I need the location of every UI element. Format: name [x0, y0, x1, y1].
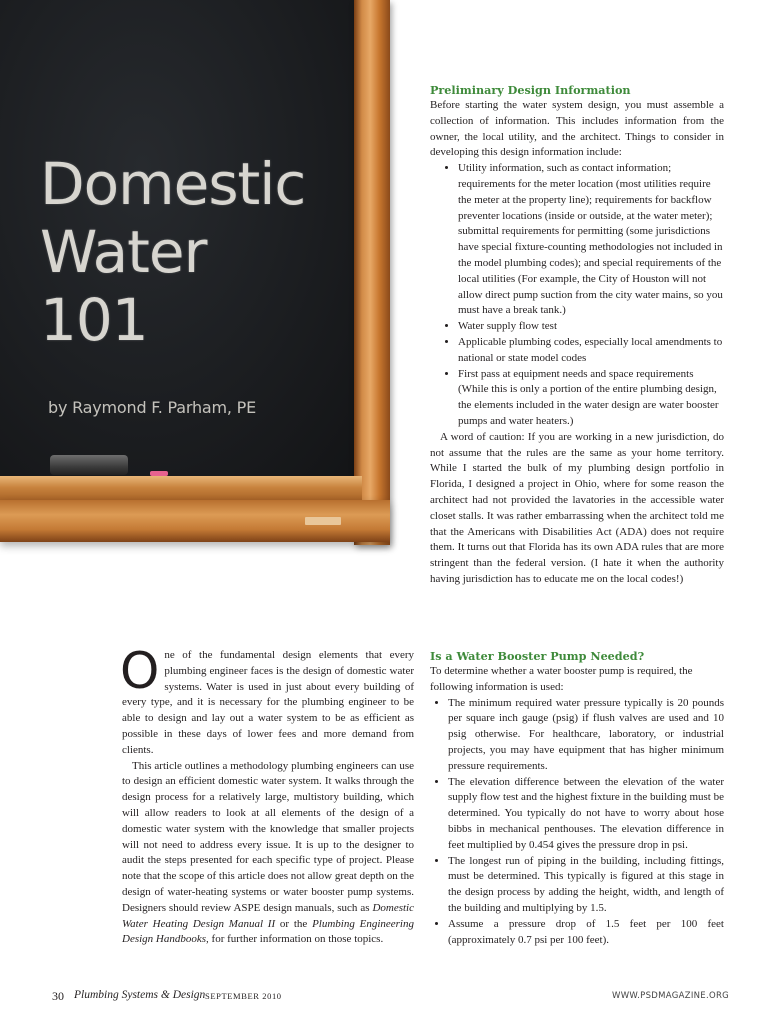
magazine-url[interactable]: WWW.PSDMAGAZINE.ORG: [612, 991, 730, 1001]
title-line-3: 101: [40, 286, 148, 354]
list-item: • The elevation difference between the elevation of the water supply flow test and the highest fixture in the building must be determined. You typically do not have to worry about hose bibbs in mechanical penthouses. The elevation difference in feet multiplied by 0.454 gives the pressure drop in psi.: [448, 775, 724, 854]
intro-p2-text: for further information on those topics.: [208, 933, 384, 946]
publication-name: Plumbing Systems & Design: [74, 989, 206, 1001]
intro-p1-text: ne of the fundamental design elements that every plumbing engineer faces is the design of domestic water systems. Water is used in just about every building of every type, and it is necessary for the plumbing engineer to be able to design and lay out a water system to be as efficient as possible in these days of lower fees and more demand from clients.: [122, 649, 414, 756]
manual-title: Domestic Water Heating Design Manual II: [122, 901, 414, 930]
list-item: • The minimum required water pressure typically is 20 pounds per square inch gauge (psig) if flush valves are used and 10 psig otherwise. For healthcare, laboratory, or industrial projects, you may have equipment that has higher minimum pressure requirements.: [448, 696, 724, 775]
drop-cap: O: [120, 642, 160, 700]
preliminary-heading: Preliminary Design Information: [430, 83, 631, 97]
intro-paragraph-1: [120, 642, 414, 759]
article-title: [40, 150, 305, 354]
booster-list: [430, 696, 724, 949]
chalk-piece: [150, 471, 168, 476]
booster-pump-section: [430, 648, 724, 948]
intro-paragraph-2: [122, 759, 414, 949]
title-line-1: Domestic: [40, 150, 306, 218]
list-item: • First pass at equipment needs and space requirements (While this is only a portion of the entire plumbing design, the elements included in the water design are water booster pumps and water heaters.): [458, 367, 724, 430]
intro-section: [120, 642, 414, 948]
list-item: • The longest run of piping in the building, including fittings, must be determined. This typically is figured at this stage in the design process by adding the height, width, and length of the building and multiplying by 1.5.: [448, 854, 724, 917]
chalkboard-illustration: [0, 0, 392, 548]
booster-heading: Is a Water Booster Pump Needed?: [430, 649, 645, 663]
chalk-ledge: [0, 476, 362, 502]
issue-date: SEPTEMBER 2010: [205, 991, 282, 1001]
list-item: • Water supply flow test: [458, 319, 724, 335]
frame-badge: [305, 517, 341, 525]
preliminary-design-section: [430, 82, 724, 588]
list-item: • Applicable plumbing codes, especially local amendments to national or state model codes: [458, 335, 724, 367]
byline: by Raymond F. Parham, PE: [48, 398, 257, 417]
list-item: • Utility information, such as contact information; requirements for the meter location (most utilities require the meter at the property line); requirements for backflow preventer locations (inside or outside, at the water meter); submittal requirements for permitting (some jurisdictions have special fixture-counting methodologies not included in the model plumbing codes); and special requirements of the local utilities (For example, the City of Houston will not allow direct pump suction from the city water mains, so you must have a break tank.): [458, 161, 724, 319]
eraser: [50, 455, 128, 475]
page-number: 30: [52, 989, 64, 1003]
preliminary-intro: Before starting the water system design, you must assemble a collection of information. This includes information from the owner, the local utility, and the architect. Things to consider in developing this design information include:: [430, 99, 724, 159]
intro-p2-text: This article outlines a methodology plumbing engineers can use to design an efficient domestic water system. It walks through the design process for a relatively large, multistory building, which will allow readers to look at all elements of the design of a domestic water system with the knowledge that smaller projects will not need to address every issue. It is up to the designer to audit the steps presented for each specific type of project. Please note that the scope of this article does not allow great depth on the design of water-heating systems or water booster pump systems. Designers should review ASPE design manuals, such as: [122, 759, 414, 914]
preliminary-list: [430, 161, 724, 430]
booster-intro: To determine whether a water booster pump is required, the following information is used:: [430, 665, 693, 693]
chalkboard-frame-right: [354, 0, 390, 545]
caution-paragraph: A word of caution: If you are working in a new jurisdiction, do not assume that the rules are the same as your home territory. While I started the bulk of my plumbing design portfolio in Florida, I designed a project in Ohio, where for some reason the architect had not provided the lavatories in the accessible water closet stalls. It was rather embarrassing when the architect told me that the Americans with Disabilities Act (ADA) does not require them. It turns out that Florida has its own ADA rules that are more stringent than the federal version. (I hate it when the authority having jurisdiction has to educate me on the local codes!): [430, 430, 724, 585]
handbook-title: Plumbing Engineering Design Handbooks,: [122, 917, 414, 946]
title-line-2: Water: [40, 218, 207, 286]
list-item: • Assume a pressure drop of 1.5 feet per 100 feet (approximately 0.7 psi per 100 feet).: [448, 917, 724, 949]
intro-p2-text: or the: [275, 917, 313, 930]
